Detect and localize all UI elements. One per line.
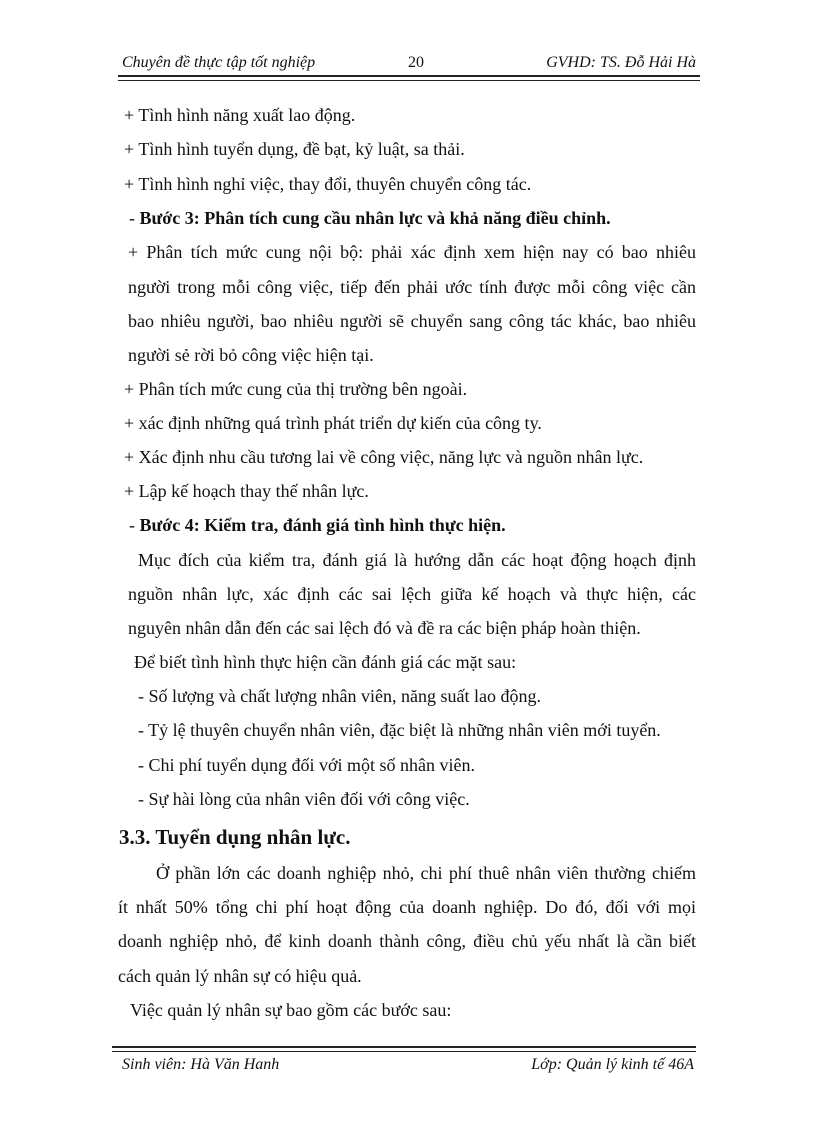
- body-line: cách quản lý nhân sự có hiệu quả.: [118, 966, 362, 986]
- list-item: - Tỷ lệ thuyên chuyển nhân viên, đặc biệt là những nhân viên mới tuyển.: [138, 720, 661, 740]
- body-line: doanh nghiệp nhỏ, để kinh doanh thành công, điều chủ yếu nhất là cần biết: [118, 931, 696, 951]
- header-page-number: 20: [408, 54, 424, 71]
- section-heading: 3.3. Tuyển dụng nhân lực.: [119, 825, 351, 849]
- list-item: - Số lượng và chất lượng nhân viên, năng suất lao động.: [138, 686, 541, 706]
- body-line: Để biết tình hình thực hiện cần đánh giá các mặt sau:: [134, 652, 517, 672]
- list-item: - Chi phí tuyển dụng đối với một số nhân viên.: [138, 755, 475, 775]
- header-supervisor: GVHD: TS. Đỗ Hải Hà: [546, 54, 696, 71]
- body-line: nguyên nhân dẫn đến các sai lệch đó và đề ra các biện pháp hoàn thiện.: [128, 618, 641, 638]
- page-header: [118, 52, 700, 76]
- header-document-title: Chuyên đề thực tập tốt nghiệp: [122, 54, 316, 71]
- body-line: + Phân tích mức cung của thị trường bên ngoài.: [124, 379, 468, 399]
- body-line: người trong mỗi công việc, tiếp đến phải ước tính được mỗi công việc cần: [128, 277, 696, 297]
- step-4-title: Bước 4: Kiểm tra, đánh giá tình hình thực hiện.: [139, 515, 506, 535]
- body-line: bao nhiêu người, bao nhiêu người sẽ chuyển sang công tác khác, bao nhiêu: [128, 311, 696, 331]
- body-line: + Tình hình nghỉ việc, thay đổi, thuyên chuyển công tác.: [124, 174, 532, 194]
- footer-student: Sinh viên: Hà Văn Hanh: [122, 1056, 280, 1073]
- body-line: Ở phần lớn các doanh nghiệp nhỏ, chi phí thuê nhân viên thường chiếm: [156, 863, 696, 883]
- step-prefix: -: [129, 515, 140, 535]
- header-rule-thick: [118, 75, 700, 77]
- footer-rule-thin: [112, 1051, 696, 1052]
- body-line: Mục đích của kiểm tra, đánh giá là hướng dẫn các hoạt động hoạch định: [138, 550, 696, 570]
- body-line: + Xác định nhu cầu tương lai về công việc, năng lực và nguồn nhân lực.: [124, 447, 644, 467]
- step-3-title: Bước 3: Phân tích cung cầu nhân lực và khả năng điều chỉnh.: [139, 208, 611, 228]
- footer-class: Lớp: Quản lý kinh tế 46A: [531, 1056, 694, 1073]
- list-item: - Sự hài lòng của nhân viên đối với công việc.: [138, 789, 470, 809]
- body-line: + xác định những quá trình phát triển dự kiến của công ty.: [124, 413, 542, 433]
- step-4-heading: [129, 514, 506, 536]
- body-line: người sẻ rời bỏ công việc hiện tại.: [128, 345, 374, 365]
- body-line: + Phân tích mức cung nội bộ: phải xác định xem hiện nay có bao nhiêu: [128, 242, 696, 262]
- footer-rule-thick: [112, 1046, 696, 1048]
- body-line: Việc quản lý nhân sự bao gồm các bước sau:: [130, 1000, 452, 1020]
- body-line: + Tình hình năng xuất lao động.: [124, 105, 356, 125]
- page-footer: [112, 1054, 696, 1078]
- body-line: + Lập kế hoạch thay thế nhân lực.: [124, 481, 369, 501]
- body-line: ít nhất 50% tổng chi phí hoạt động của doanh nghiệp. Do đó, đối với mọi: [118, 897, 696, 917]
- body-line: + Tình hình tuyển dụng, đề bạt, kỷ luật, sa thải.: [124, 139, 465, 159]
- step-prefix: -: [129, 208, 140, 228]
- body-line: nguồn nhân lực, xác định các sai lệch giữa kế hoạch và thực hiện, các: [128, 584, 696, 604]
- step-3-heading: [129, 207, 611, 229]
- header-rule-thin: [118, 80, 700, 81]
